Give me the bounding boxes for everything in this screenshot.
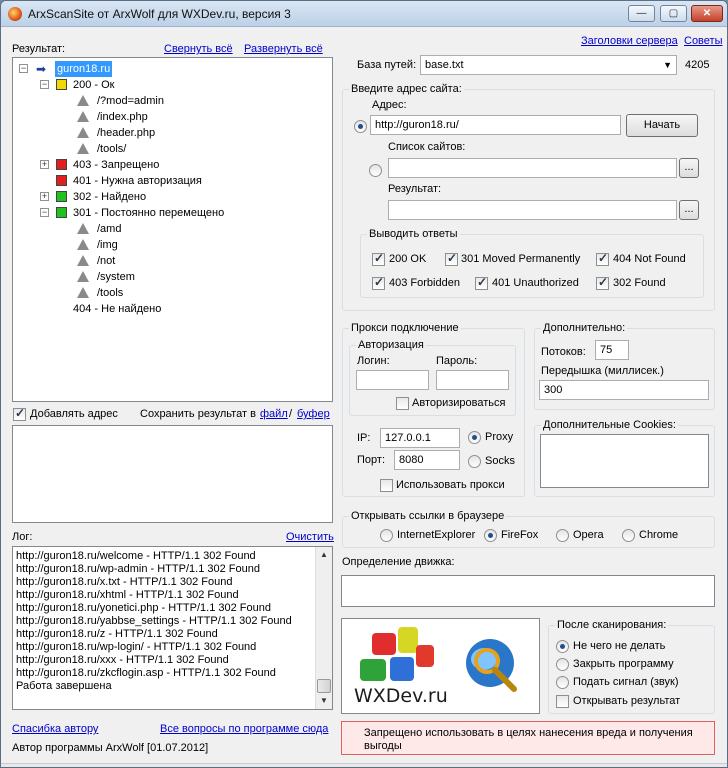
expand-icon[interactable]: + <box>41 159 48 169</box>
tree-leaf-label: /amd <box>97 223 122 235</box>
tree-leaf-label: /tools/ <box>97 143 127 155</box>
result-tree[interactable] <box>12 57 333 402</box>
status-square-icon <box>56 175 67 186</box>
chevron-down-icon: ▼ <box>663 60 672 70</box>
log-label: Лог: <box>12 531 33 543</box>
after-scan-sound-radio[interactable] <box>556 676 569 689</box>
engine-label: Определение движка: <box>342 556 455 568</box>
minimize-button[interactable]: — <box>628 5 655 22</box>
browser-group-title: Открывать ссылки в браузере <box>351 510 505 522</box>
answer-200-label: 200 OK <box>389 253 427 265</box>
title-bar[interactable] <box>1 1 727 27</box>
threads-input[interactable]: 75 <box>595 340 629 360</box>
window-title: ArxScanSite от ArxWolf для WXDev.ru, версия 3 <box>28 7 291 21</box>
collapse-all-link[interactable]: Свернуть всё <box>164 43 233 55</box>
authorize-checkbox[interactable] <box>396 397 409 410</box>
log-line: Работа завершена <box>16 680 112 692</box>
tips-link[interactable]: Советы <box>684 35 723 47</box>
answer-403-checkbox[interactable] <box>372 277 385 290</box>
clear-log-link[interactable]: Очистить <box>286 531 334 543</box>
paths-select-value: base.txt <box>425 59 464 71</box>
browser-chrome-label: Chrome <box>639 529 679 541</box>
status-square-icon <box>56 207 67 218</box>
expand-all-link[interactable]: Развернуть всё <box>244 43 323 55</box>
browser-ie-radio[interactable] <box>380 529 393 542</box>
browser-opera-radio[interactable] <box>556 529 569 542</box>
warning-triangle-icon <box>77 255 89 266</box>
result-file-label: Результат: <box>388 183 442 195</box>
warning-triangle-icon <box>77 271 89 282</box>
site-list-label: Список сайтов: <box>388 141 466 153</box>
status-square-icon <box>56 159 67 170</box>
warning-triangle-icon <box>77 239 89 250</box>
open-result-label: Открывать результат <box>573 695 681 707</box>
result-file-input[interactable] <box>388 200 677 220</box>
server-headers-link[interactable]: Заголовки сервера <box>581 35 678 47</box>
answer-401-checkbox[interactable] <box>475 277 488 290</box>
port-label: Порт: <box>357 454 385 466</box>
tree-root-label: guron18.ru <box>57 63 111 75</box>
maximize-button[interactable]: ▢ <box>660 5 687 22</box>
log-lines <box>16 550 292 693</box>
collapse-icon[interactable]: − <box>41 207 48 217</box>
warning-text: Запрещено использовать в целях нанесения вреда и получения выгоды <box>364 727 693 752</box>
login-label: Логин: <box>357 355 390 367</box>
delay-label: Передышка (миллисек.) <box>541 365 664 377</box>
expand-icon[interactable]: + <box>41 191 48 201</box>
save-to-buffer-link[interactable]: буфер <box>297 408 330 420</box>
address-input[interactable]: http://guron18.ru/ <box>370 115 621 135</box>
auth-group-title: Авторизация <box>358 339 424 351</box>
answer-403-label: 403 Forbidden <box>389 277 460 289</box>
tree-leaf-label: /system <box>97 271 135 283</box>
browser-firefox-label: FireFox <box>501 529 539 541</box>
after-scan-title: После сканирования: <box>557 619 667 631</box>
scroll-down-icon[interactable]: ▼ <box>320 696 328 705</box>
start-button[interactable]: Начать <box>626 114 698 137</box>
log-line: http://guron18.ru/z - HTTP/1.1 302 Found <box>16 628 218 640</box>
threads-label: Потоков: <box>541 346 586 358</box>
log-line: http://guron18.ru/xhtml - HTTP/1.1 302 Found <box>16 589 239 601</box>
tree-leaf-label: /index.php <box>97 111 148 123</box>
tree-node-label: 302 - Найдено <box>73 191 147 203</box>
close-button[interactable]: ✕ <box>691 5 723 22</box>
tree-leaf-label: /not <box>97 255 116 267</box>
collapse-icon[interactable]: − <box>20 63 27 73</box>
address-radio[interactable] <box>354 120 367 133</box>
warning-triangle-icon <box>77 127 89 138</box>
add-address-label: Добавлять адрес <box>30 408 118 420</box>
warning-triangle-icon <box>77 95 89 106</box>
port-input[interactable]: 8080 <box>394 450 460 470</box>
after-scan-close-radio[interactable] <box>556 658 569 671</box>
browser-ie-label: InternetExplorer <box>397 529 476 541</box>
answer-301-label: 301 Moved Permanently <box>461 253 581 265</box>
paths-select[interactable] <box>420 55 677 75</box>
scroll-up-icon[interactable]: ▲ <box>320 550 328 559</box>
paths-label: База путей: <box>357 59 417 71</box>
tree-leaf-label: /tools <box>97 287 124 299</box>
answer-302-label: 302 Found <box>613 277 666 289</box>
questions-link[interactable]: Все вопросы по программе сюда <box>160 723 329 735</box>
result-file-browse-button[interactable]: ... <box>679 200 699 220</box>
warning-box <box>341 721 715 755</box>
use-proxy-label: Использовать прокси <box>396 479 505 491</box>
after-scan-nothing-label: Не чего не делать <box>573 640 666 652</box>
ip-input[interactable]: 127.0.0.1 <box>380 428 460 448</box>
tree-node-label: 301 - Постоянно перемещено <box>73 207 225 219</box>
address-label: Адрес: <box>372 99 407 111</box>
tree-leaf-label: /img <box>97 239 118 251</box>
login-input[interactable] <box>356 370 429 390</box>
save-to-file-link[interactable]: файл <box>260 408 288 420</box>
tree-leaf-label: /header.php <box>97 127 156 139</box>
ip-label: IP: <box>357 432 371 444</box>
collapse-icon[interactable]: − <box>41 79 48 89</box>
tree-leaf-label: /?mod=admin <box>97 95 164 107</box>
log-line: http://guron18.ru/x.txt - HTTP/1.1 302 Found <box>16 576 233 588</box>
answer-404-label: 404 Not Found <box>613 253 686 265</box>
result-label: Результат: <box>12 43 66 55</box>
log-scrollbar[interactable] <box>315 547 332 709</box>
scroll-thumb[interactable] <box>317 679 331 693</box>
after-scan-nothing-radio[interactable] <box>556 640 569 653</box>
status-square-icon <box>56 191 67 202</box>
authorize-label: Авторизироваться <box>412 397 506 409</box>
save-separator: / <box>289 408 293 420</box>
site-list-radio[interactable] <box>369 164 382 177</box>
logo-text: WXDev.ru <box>354 685 448 707</box>
tree-node-label: 200 - Ок <box>73 79 115 91</box>
browser-opera-label: Opera <box>573 529 604 541</box>
logo-image <box>341 618 540 714</box>
tree-node-label: 401 - Нужна авторизация <box>73 175 202 187</box>
after-scan-sound-label: Подать сигнал (звук) <box>573 676 679 688</box>
password-input[interactable] <box>436 370 509 390</box>
save-result-label: Сохранить результат в <box>140 408 256 420</box>
warning-triangle-icon <box>77 287 89 298</box>
paths-count: 4205 <box>685 59 710 71</box>
log-line: http://guron18.ru/wp-admin - HTTP/1.1 302 Found <box>16 563 260 575</box>
socks-radio-label: Socks <box>485 455 515 467</box>
address-group-title: Введите адрес сайта: <box>351 83 462 95</box>
app-icon <box>8 7 22 21</box>
use-proxy-checkbox[interactable] <box>380 479 393 492</box>
site-list-browse-button[interactable]: ... <box>679 158 699 178</box>
after-scan-close-label: Закрыть программу <box>573 658 674 670</box>
password-label: Пароль: <box>436 355 478 367</box>
open-result-checkbox[interactable] <box>556 695 569 708</box>
answers-group-title: Выводить ответы <box>369 228 458 240</box>
proxy-radio-label: Proxy <box>485 431 514 443</box>
add-address-checkbox[interactable] <box>13 408 26 421</box>
browser-firefox-radio[interactable] <box>484 529 497 542</box>
cookies-group-title: Дополнительные Cookies: <box>543 419 676 431</box>
proxy-radio[interactable] <box>468 431 481 444</box>
site-list-input[interactable] <box>388 158 677 178</box>
status-strip <box>1 763 728 768</box>
extra-group-title: Дополнительно: <box>543 322 626 334</box>
cookies-input[interactable] <box>540 434 709 488</box>
author-label: Автор программы ArxWolf [01.07.2012] <box>12 742 209 754</box>
answer-401-label: 401 Unauthorized <box>492 277 579 289</box>
log-line: http://guron18.ru/zkcflogin.asp - HTTP/1.1 302 Found <box>16 667 276 679</box>
result-memo[interactable] <box>12 425 333 523</box>
thanks-author-link[interactable]: Спасибка автору <box>12 723 99 735</box>
engine-output[interactable] <box>341 575 715 607</box>
tree-node-label: 404 - Не найдено <box>73 303 162 315</box>
log-line: http://guron18.ru/yabbse_settings - HTTP/1.1 302 Found <box>16 615 292 627</box>
answer-301-checkbox[interactable] <box>445 253 458 266</box>
warning-triangle-icon <box>77 111 89 122</box>
arrow-right-icon: ➡ <box>36 62 47 76</box>
answer-200-checkbox[interactable] <box>372 253 385 266</box>
log-line: http://guron18.ru/yonetici.php - HTTP/1.1 302 Found <box>16 602 271 614</box>
browser-chrome-radio[interactable] <box>622 529 635 542</box>
warning-triangle-icon <box>77 223 89 234</box>
answer-302-checkbox[interactable] <box>596 277 609 290</box>
tree-node-label: 403 - Запрещено <box>73 159 160 171</box>
log-line: http://guron18.ru/welcome - HTTP/1.1 302 Found <box>16 550 256 562</box>
socks-radio[interactable] <box>468 455 481 468</box>
log-box[interactable] <box>12 546 333 710</box>
log-line: http://guron18.ru/xxx - HTTP/1.1 302 Found <box>16 654 229 666</box>
status-square-icon <box>56 79 67 90</box>
delay-input[interactable]: 300 <box>539 380 709 400</box>
warning-triangle-icon <box>77 143 89 154</box>
log-line: http://guron18.ru/wp-login/ - HTTP/1.1 302 Found <box>16 641 257 653</box>
proxy-group-title: Прокси подключение <box>351 322 459 334</box>
answer-404-checkbox[interactable] <box>596 253 609 266</box>
